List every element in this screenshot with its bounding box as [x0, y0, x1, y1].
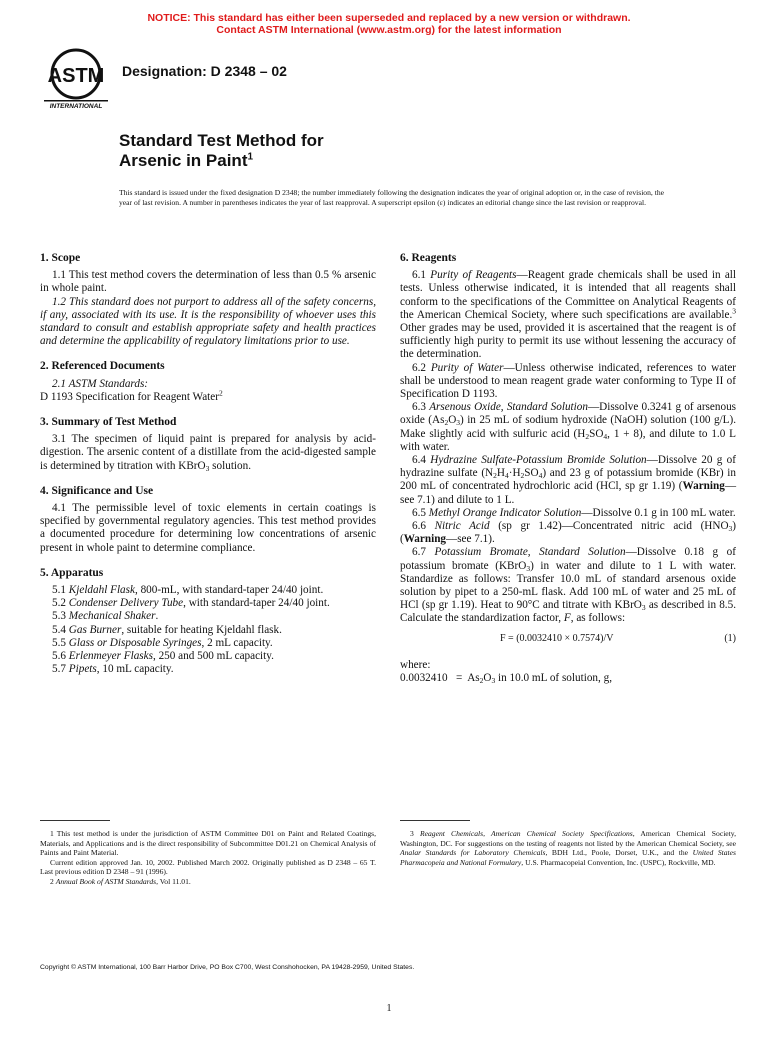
apparatus-item: 5.1 Kjeldahl Flask, 800-mL, with standard-taper 24/40 joint.	[52, 584, 324, 597]
apparatus-item: 5.5 Glass or Disposable Syringes, 2 mL capacity.	[52, 636, 273, 649]
footnote-3: 3 Reagent Chemicals, American Chemical Society Specifications, American Chemical Society, Washington, DC. For suggestions on the testing of reagents not listed by the American Chemical Society, see Analar Standards for Laboratory Chemicals, BDH Ltd., Poole, Dorset, U.K., and the United States Pharmacopeia and National Formulary, U.S. Pharmacopeial Convention, Inc. (USPC), Rockville, MD.	[400, 829, 736, 867]
apparatus-heading: 5. Apparatus	[40, 566, 104, 579]
page-title	[119, 131, 324, 171]
copyright: Copyright © ASTM International, 100 Barr Harbor Drive, PO Box C700, West Conshohocken, PA 19428-2959, United States.	[40, 964, 415, 971]
equation-text: F = (0.0032410 × 0.7574)/V	[500, 632, 614, 644]
refdocs-heading: 2. Referenced Documents	[40, 360, 165, 373]
scope-1-2: 1.2 This standard does not purport to address all of the safety concerns, if any, associated with its use. It is the responsibility of whoever uses this standard to consult and establish appropriate safety and health practices and determine the applicability of regulatory limitations prior to use.	[40, 295, 376, 348]
logo-subtext: INTERNATIONAL	[49, 103, 103, 110]
apparatus-item: 5.6 Erlenmeyer Flasks, 250 and 500 mL capacity.	[52, 650, 274, 663]
scope-heading: 1. Scope	[40, 252, 81, 264]
issuance-note: This standard is issued under the fixed designation D 2348; the number immediately following the designation indicates the year of original adoption or, in the case of revision, the year of last revision. A number in parentheses indicates the year of last reapproval. A superscript epsilon (ε) indicates an editorial change since the last revision or reapproval.	[119, 188, 664, 208]
reagent-6-7: 6.7 Potassium Bromate, Standard Solution—Dissolve 0.18 g of potassium bromate (KBrO$_3$) in water and dilute to 1 L with water. Standardize as follows: Transfer 10.0 mL of standard arsenous oxide solution by pipet to a 250-mL flask. Add 100 mL of water and 25 mL of HCl (sp gr 1.19). Heat to 90°C and titrate with KBrO$_3$ as described in 8.5. Calculate the standardization factor, F, as follows:	[400, 546, 736, 625]
footnote-rule-left	[40, 820, 110, 821]
section-summary	[40, 416, 376, 473]
significance-4-1: 4.1 The permissible level of toxic elements in certain coatings is specified by governmental regulatory agencies. This test method provides a documented procedure for determining low concentrations of arsenic present in whole paint to determine compliance.	[40, 502, 376, 554]
apparatus-item: 5.4 Gas Burner, suitable for heating Kjeldahl flask.	[52, 623, 282, 636]
section-reagents	[400, 252, 736, 685]
astm-logo-icon	[40, 46, 112, 110]
equation-number: (1)	[724, 632, 736, 644]
reagent-6-5: 6.5 Methyl Orange Indicator Solution—Dissolve 0.1 g in 100 mL water.	[412, 506, 736, 519]
apparatus-item: 5.3 Mechanical Shaker.	[52, 610, 159, 623]
summary-sub: 3	[205, 463, 210, 473]
title-line-2: Arsenic in Paint	[119, 151, 248, 170]
title-footnote-mark: 1	[247, 151, 254, 163]
section-significance	[40, 485, 376, 555]
reagent-6-2: 6.2 Purity of Water—Unless otherwise indicated, references to water shall be understood to mean reagent grade water conforming to Type II of Specification D 1193.	[400, 361, 737, 401]
section-scope	[40, 252, 376, 348]
footnote-1: 1 This test method is under the jurisdiction of ASTM Committee D01 on Paint and Related Coatings, Materials, and Applications and is the direct responsibility of Subcommittee D01.21 on Chemical Analysis of Paints and Paint Material.	[40, 829, 376, 858]
reagents-heading: 6. Reagents	[400, 252, 457, 264]
footnote-2: 2 Annual Book of ASTM Standards, Vol 11.01.	[50, 876, 191, 886]
where-row: $0.0032410 = As_2O_3$ in 10.0 mL of solution, g,	[400, 672, 612, 686]
apparatus-item: 5.2 Condenser Delivery Tube, with standard-taper 24/40 joint.	[52, 597, 330, 610]
where-label: where:	[400, 658, 431, 671]
notice-line-2: Contact ASTM International (www.astm.org) for the latest information	[216, 24, 562, 36]
reagent-6-1: 6.1 Purity of Reagents—Reagent grade chemicals shall be used in all tests. Unless otherwise indicated, it is intended that all reagents shall conform to the specifications of the Committee on Analytical Reagents of the American Chemical Society, where such specifications are available.$^3$ Other grades may be used, provided it is ascertained that the reagent is of sufficiently high purity to permit its use without lessening the accuracy of the determination.	[400, 269, 737, 361]
designation: Designation: D 2348 – 02	[122, 63, 287, 79]
title-line-1: Standard Test Method for	[119, 131, 324, 150]
reagent-6-3: 6.3 Arsenous Oxide, Standard Solution—Dissolve 0.3241 g of arsenous oxide $(As_2O_3)$ in 25 mL of sodium hydroxide (NaOH) solution (100 g/L). Make slightly acid with sulfuric acid ($H_2SO_4$, 1 + 8), and dilute to 1.0 L with water.	[400, 401, 737, 453]
logo-text: ASTM	[47, 65, 105, 87]
equation-1	[400, 626, 736, 653]
reagent-6-6: 6.6 Nitric Acid (sp gr 1.42)—Concentrated nitric acid $(HNO_3)$ (Warning—see 7.1).	[400, 520, 737, 546]
footnotes-right	[400, 829, 736, 867]
footnote-rule-right	[400, 820, 470, 821]
refdocs-2-1: 2.1 ASTM Standards:	[52, 377, 149, 390]
apparatus-list	[40, 584, 376, 676]
refdocs-footnote-mark: 2	[218, 388, 223, 398]
apparatus-item: 5.7 Pipets, 10 mL capacity.	[52, 663, 174, 676]
scope-1-1: 1.1 This test method covers the determination of less than 0.5 % arsenic in whole paint.	[40, 269, 376, 295]
notice-line-1: NOTICE: This standard has either been superseded and replaced by a new version or withdrawn.	[147, 12, 631, 24]
summary-3-1: 3.1 The specimen of liquid paint is prepared for analysis by acid-digestion. The arsenic content of a distillate from the acid-digested sample is determined by titration with KBrO	[40, 433, 376, 472]
reagent-6-4: 6.4 Hydrazine Sulfate-Potassium Bromide Solution—Dissolve 20 g of hydrazine sulfate $(N_2H_4\cdot H_2SO_4)$ and 23 g of potassium bromide (KBr) in 200 mL of concentrated hydrochloric acid (HCl, sp gr 1.19) (Warning—see 7.1) and dilute to 1 L.	[400, 454, 737, 506]
section-apparatus	[40, 567, 376, 677]
footnote-1b: Current edition approved Jan. 10, 2002. Published March 2002. Originally published as D 2348 – 65 T. Last previous edition D 2348 – 91 (1996).	[40, 857, 376, 877]
significance-heading: 4. Significance and Use	[40, 484, 154, 497]
page-number: 1	[386, 1003, 392, 1014]
summary-heading: 3. Summary of Test Method	[40, 416, 177, 429]
section-referenced-documents	[40, 360, 376, 404]
left-column	[40, 252, 376, 688]
footnotes-left	[40, 829, 376, 887]
right-column	[400, 252, 736, 685]
refdocs-d1193: D 1193 Specification for Reagent Water	[40, 390, 219, 403]
withdrawal-notice	[0, 12, 778, 36]
summary-3-1-end: solution.	[209, 459, 252, 472]
